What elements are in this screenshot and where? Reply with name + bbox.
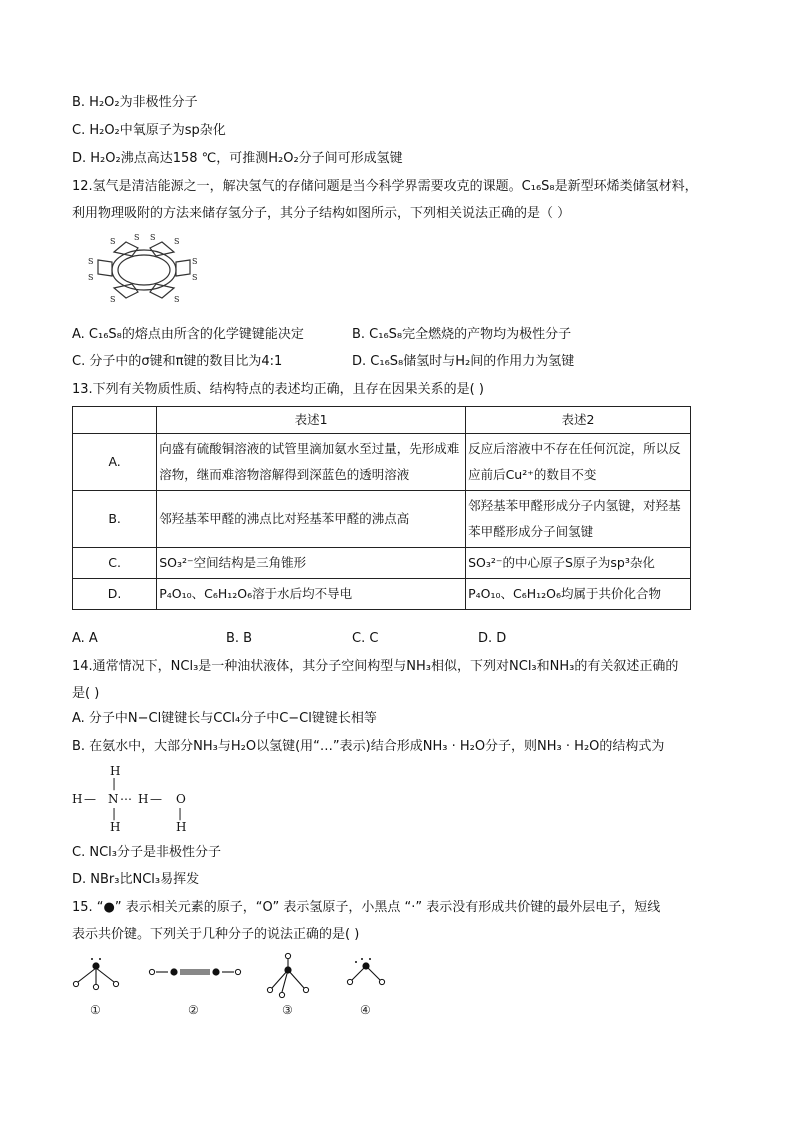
row-label: A.: [73, 434, 157, 491]
bond-line: —: [150, 792, 162, 806]
statement-1-cell: 向盛有硫酸铜溶液的试管里滴加氨水至过量，先形成难溶物，继而难溶物溶解得到深蓝色的透明溶液: [157, 434, 466, 491]
table-row: [73, 434, 691, 491]
q12-stem-line1: 12.氢气是清洁能源之一，解决氢气的存储问题是当今科学界需要攻克的课题。C₁₆S₈是新型环烯类储氢材料，: [72, 179, 698, 194]
sulfur-atom-label: S: [110, 237, 116, 246]
sulfur-atom-label: S: [88, 257, 94, 266]
hydrogen-atom: H: [138, 792, 149, 806]
molecule-label: ④: [360, 1003, 371, 1017]
q13-option-a: A. A: [72, 631, 98, 646]
hydrogen-atom: H: [176, 820, 187, 834]
q13-stem: 13.下列有关物质性质、结构特点的表述均正确，且存在因果关系的是( ): [72, 382, 484, 397]
statement-1-cell: P₄O₁₀、C₆H₁₂O₆溶于水后均不导电: [157, 579, 466, 610]
molecule-label: ③: [282, 1003, 293, 1017]
row-label: C.: [73, 548, 157, 579]
table-header-cell: 表述1: [157, 407, 466, 434]
q14-option-b: B. 在氨水中，大部分NH₃与H₂O以氢键(用“…”表示)结合形成NH₃ · H₂O分子，则NH₃ · H₂O的结构式为: [72, 739, 665, 754]
row-label: B.: [73, 491, 157, 548]
q13-option-d: D. D: [478, 631, 507, 646]
nh3-h2o-structural-formula: [72, 764, 212, 836]
hydrogen-atom: H: [72, 792, 83, 806]
q11-option-b: B. H₂O₂为非极性分子: [72, 95, 198, 110]
q14-stem-line1: 14.通常情况下，NCl₃是一种油状液体，其分子空间构型与NH₃相似，下列对NCl₃和NH₃的有关叙述正确的: [72, 659, 679, 674]
q14-option-d: D. NBr₃比NCl₃易挥发: [72, 872, 200, 887]
q12-option-d: D. C₁₆S₈储氢时与H₂间的作用力为氢键: [352, 354, 575, 369]
q15-stem-line1: 15. “●” 表示相关元素的原子，“O” 表示氢原子，小黑点 “·” 表示没有形成共价键的最外层电子，短线: [72, 900, 661, 915]
q12-stem-line2: 利用物理吸附的方法来储存氢分子，其分子结构如图所示，下列相关说法正确的是（ ）: [72, 206, 571, 221]
q14-option-a: A. 分子中N−Cl键键长与CCl₄分子中C−Cl键键长相等: [72, 711, 377, 726]
hydrogen-bond-dots: ⋯: [120, 792, 132, 806]
molecule-label: ②: [188, 1003, 199, 1017]
hydrogen-atom: H: [110, 764, 121, 778]
q11-option-d: D. H₂O₂沸点高达158 ℃，可推测H₂O₂分子间可形成氢键: [72, 151, 403, 166]
q13-option-c: C. C: [352, 631, 379, 646]
row-label: D.: [73, 579, 157, 610]
sulfur-atom-label: S: [174, 237, 180, 246]
table-row: [73, 579, 691, 610]
statement-2-cell: 邻羟基苯甲醛形成分子内氢键，对羟基苯甲醛形成分子间氢键: [466, 491, 691, 548]
sulfur-atom-label: S: [150, 234, 156, 242]
nitrogen-atom: N: [108, 792, 119, 806]
q14-stem-line2: 是( ): [72, 686, 100, 701]
q13-statement-table: [72, 406, 691, 610]
statement-2-cell: SO₃²⁻的中心原子S原子为sp³杂化: [466, 548, 691, 579]
q12-option-b: B. C₁₆S₈完全燃烧的产物均为极性分子: [352, 327, 572, 342]
q13-option-b: B. B: [226, 631, 253, 646]
oxygen-atom: O: [176, 792, 186, 806]
statement-2-cell: 反应后溶液中不存在任何沉淀，所以反应前后Cu²⁺的数目不变: [466, 434, 691, 491]
table-row: [73, 491, 691, 548]
q15-stem-line2: 表示共价键。下列关于几种分子的说法正确的是( ): [72, 927, 360, 942]
statement-2-cell: P₄O₁₀、C₆H₁₂O₆均属于共价化合物: [466, 579, 691, 610]
hydrogen-atom: H: [110, 820, 121, 834]
q12-option-a: A. C₁₆S₈的熔点由所含的化学键键能决定: [72, 327, 304, 342]
sulfur-atom-label: S: [110, 295, 116, 304]
q15-molecule-models: [66, 952, 386, 1018]
q14-option-c: C. NCl₃分子是非极性分子: [72, 845, 221, 860]
statement-1-cell: 邻羟基苯甲醛的沸点比对羟基苯甲醛的沸点高: [157, 491, 466, 548]
bond-line: —: [84, 792, 96, 806]
molecule-label: ①: [90, 1003, 101, 1017]
table-header-cell: 表述2: [466, 407, 691, 434]
sulfur-atom-label: S: [88, 273, 94, 282]
bond-line: |: [178, 806, 183, 820]
table-header-cell: [73, 407, 157, 434]
q12-option-c: C. 分子中的σ键和π键的数目比为4:1: [72, 354, 283, 369]
sulfur-atom-label: S: [192, 273, 198, 282]
q11-option-c: C. H₂O₂中氧原子为sp杂化: [72, 123, 226, 138]
table-header-row: [73, 407, 691, 434]
sulfur-atom-label: S: [134, 234, 140, 242]
c16s8-structure-diagram: [84, 234, 204, 304]
table-row: [73, 548, 691, 579]
sulfur-atom-label: S: [192, 257, 198, 266]
bond-line: |: [112, 806, 117, 820]
sulfur-atom-label: S: [174, 295, 180, 304]
statement-1-cell: SO₃²⁻空间结构是三角锥形: [157, 548, 466, 579]
bond-line: |: [112, 776, 117, 790]
